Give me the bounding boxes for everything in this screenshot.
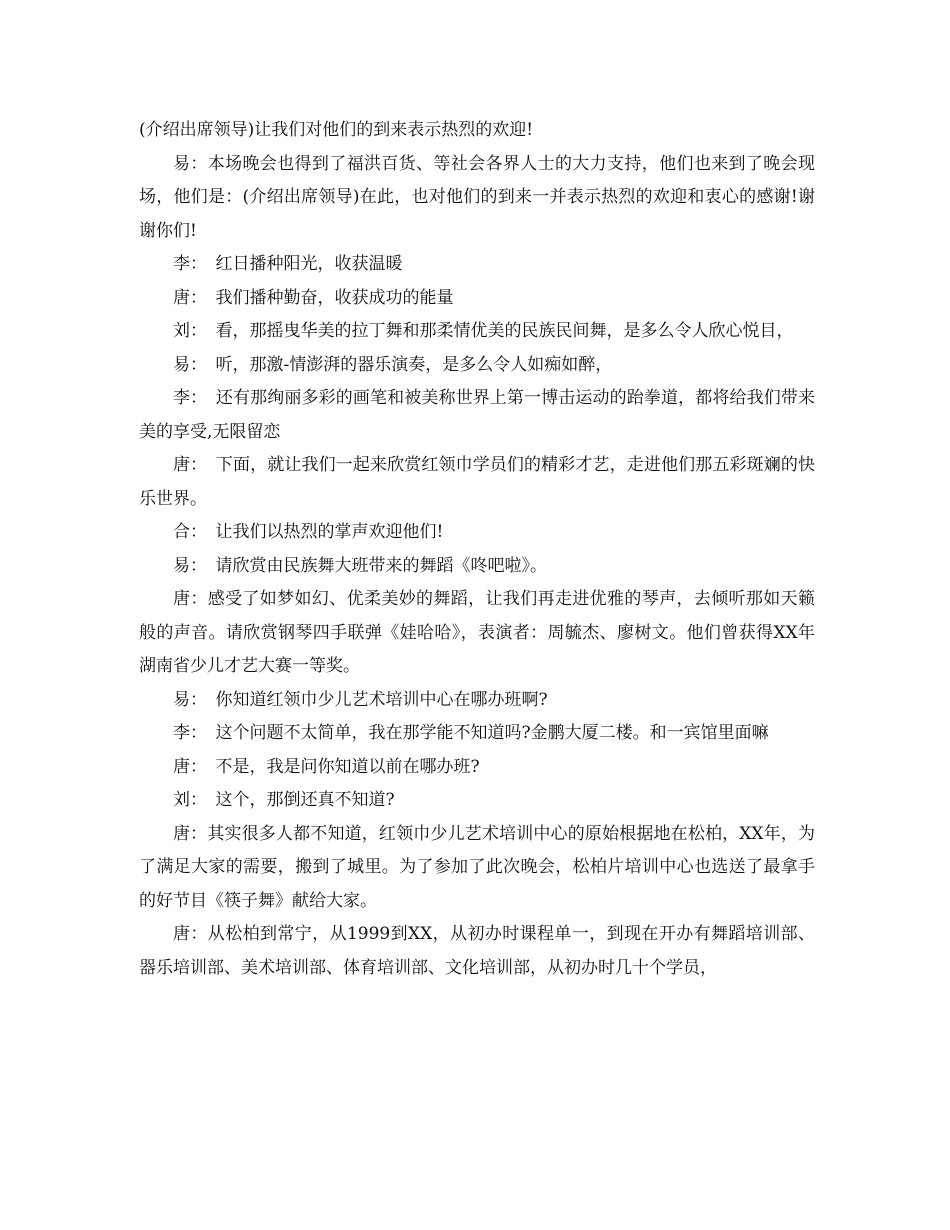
paragraph-yi-music: 易： 听，那激-情澎湃的器乐演奏，是多么令人如痴如醉， [173, 354, 613, 375]
paragraph-li-painting: 李： 还有那绚丽多彩的画笔和被美称世界上第一博击运动的跆拳道，都将给我们带来美的享受,无限留恋 [139, 388, 815, 442]
paragraph-yi-question: 易： 你知道红领巾少儿艺术培训中心在哪办班啊? [173, 689, 548, 710]
paragraph-tang-growth: 唐：从松柏到常宁，从1999到XX，从初办时课程单一，到现在开办有舞蹈培训部、器乐培训部、美术培训部、体育培训部、文化培训部，从初办时几十个学员， [139, 924, 815, 978]
paragraph-yi-dance-show: 易： 请欣赏由民族舞大班带来的舞蹈《咚吧啦》。 [173, 555, 547, 576]
paragraph-li-answer: 李： 这个问题不太简单，我在那学能不知道吗?金鹏大厦二楼。和一宾馆里面嘛 [173, 723, 769, 743]
paragraph-li-sunshine: 李： 红日播种阳光，收获温暖 [173, 254, 403, 274]
paragraph-tang-piano: 唐：感受了如梦如幻、优柔美妙的舞蹈，让我们再走进优雅的琴声，去倾听那如天籁般的声音。请欣赏钢琴四手联弹《娃哈哈》，表演者：周毓杰、廖树文。他们曾获得XX年湖南省少儿才艺大赛一等奖。 [139, 589, 815, 676]
paragraph-tang-clarify: 唐： 不是，我是问你知道以前在哪办班? [173, 756, 480, 777]
paragraph-liu-unknown: 刘： 这个，那倒还真不知道? [173, 790, 395, 810]
document-body [139, 114, 815, 985]
paragraph-liu-dance: 刘： 看，那摇曳华美的拉丁舞和那柔情优美的民族民间舞，是多么令人欣心悦目， [173, 321, 794, 341]
paragraph-intro-leaders: (介绍出席领导)让我们对他们的到来表示热烈的欢迎! [139, 120, 534, 140]
paragraph-tang-diligence: 唐： 我们播种勤奋，收获成功的能量 [173, 287, 454, 308]
paragraph-he-applause: 合： 让我们以热烈的掌声欢迎他们! [173, 522, 444, 542]
paragraph-yi-sponsors: 易：本场晚会也得到了福洪百货、等社会各界人士的大力支持，他们也来到了晚会现场，他们是：(介绍出席领导)在此，也对他们的到来一并表示热烈的欢迎和衷心的感谢!谢谢你们! [139, 153, 815, 241]
paragraph-tang-talent: 唐： 下面，就让我们一起来欣赏红领巾学员们的精彩才艺，走进他们那五彩斑斓的快乐世界。 [139, 455, 815, 509]
paragraph-tang-history: 唐：其实很多人都不知道，红领巾少儿艺术培训中心的原始根据地在松柏，XX年，为了满足大家的需要，搬到了城里。为了参加了此次晚会，松柏片培训中心也选送了最拿手的好节目《筷子舞》献给大家。 [139, 823, 815, 911]
